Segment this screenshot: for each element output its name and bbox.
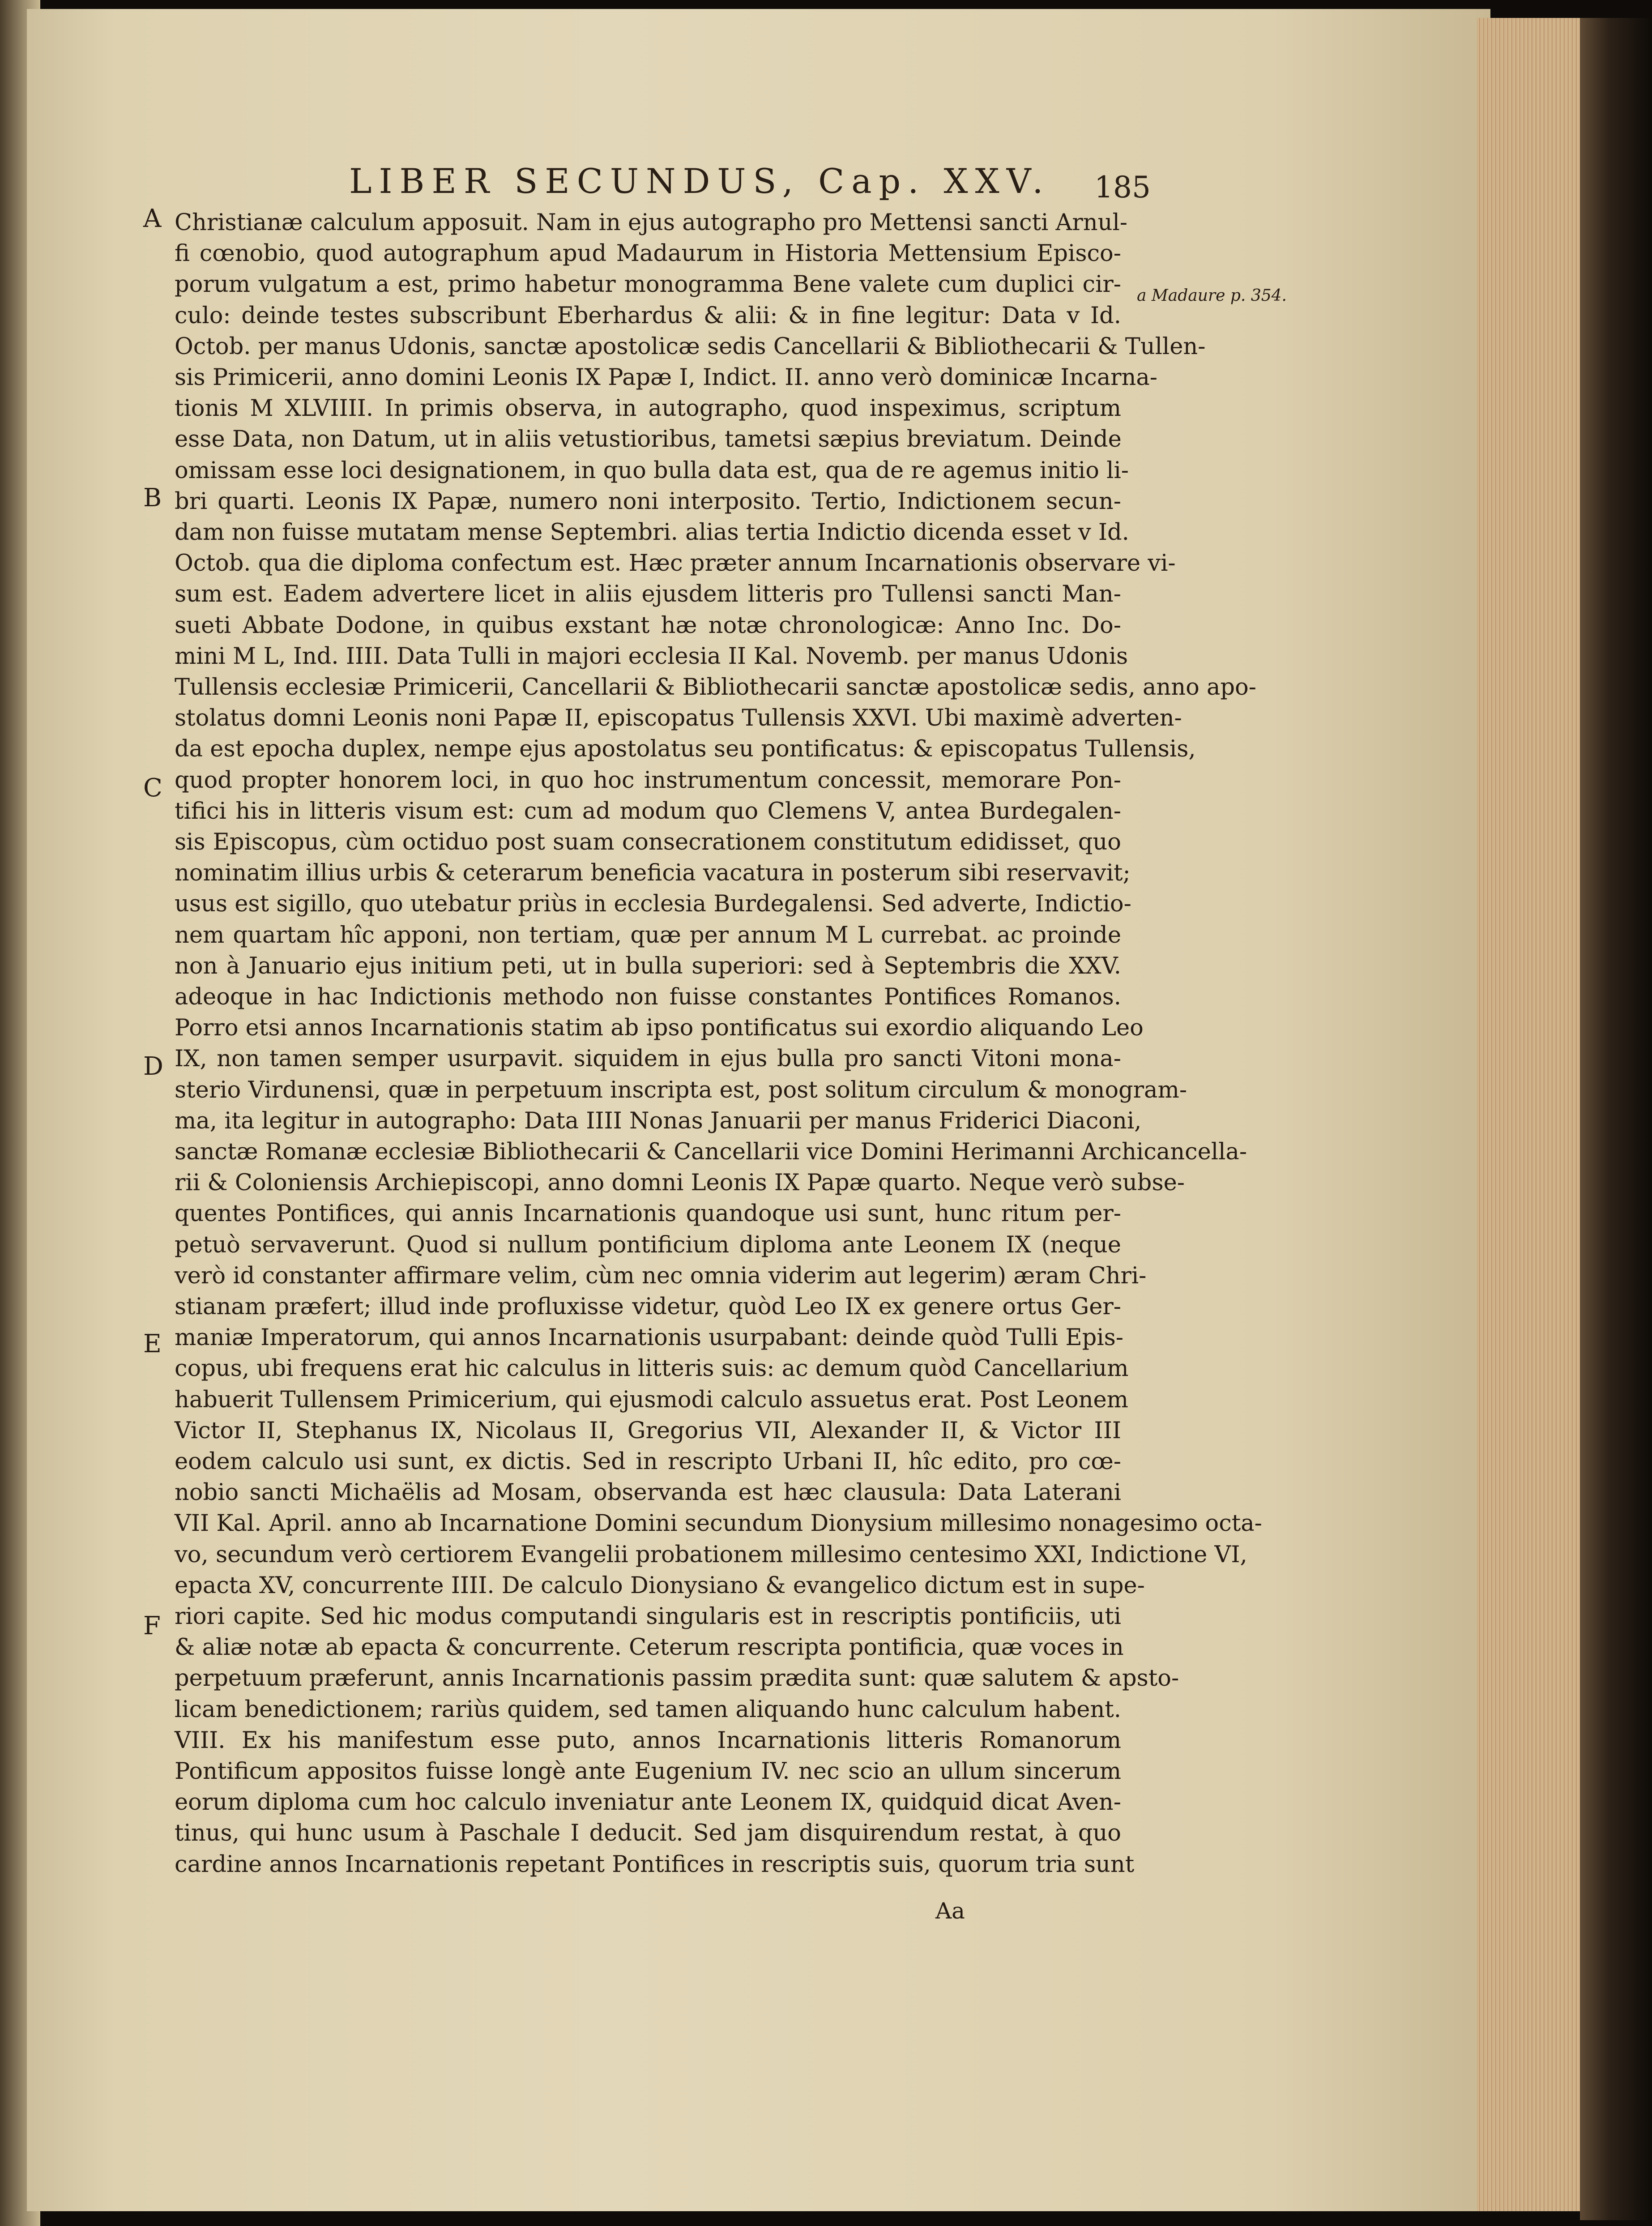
margin-letter-c: C <box>143 773 162 803</box>
text-line: maniæ Imperatorum, qui annos Incarnationis usurpabant: deinde quòd Tulli Epis- <box>175 1324 1124 1351</box>
text-line: nem quartam hîc apponi, non tertiam, quæ per annum M L currebat. ac proinde <box>175 922 1121 949</box>
text-line: Tullensis ecclesiæ Primicerii, Cancellarii & Bibliothecarii sanctæ apostolicæ sedis, anno apo- <box>175 674 1256 701</box>
margin-letter-e: E <box>143 1329 162 1359</box>
text-line: non à Januario ejus initium peti, ut in bulla superiori: sed à Septembris die XXV. <box>175 953 1121 979</box>
running-title: LIBER SECUNDUS, Cap. XXV. <box>349 161 1050 201</box>
text-line: esse Data, non Datum, ut in aliis vetustioribus, tametsi sæpius breviatum. Deinde <box>175 426 1122 453</box>
text-line: tionis M XLVIIII. In primis observa, in autographo, quod inspeximus, scriptum <box>175 395 1121 422</box>
text-line: epacta XV, concurrente IIII. De calculo Dionysiano & evangelico dictum est in supe- <box>175 1572 1145 1599</box>
folio-number: 185 <box>1094 170 1151 205</box>
signature-mark: Aa <box>935 1898 965 1924</box>
text-line: Victor II, Stephanus IX, Nicolaus II, Gregorius VII, Alexander II, & Victor III <box>175 1417 1121 1444</box>
text-line: petuò servaverunt. Quod si nullum pontificium diploma ante Leonem IX (neque <box>175 1231 1121 1258</box>
text-line: tifici his in litteris visum est: cum ad modum quo Clemens V, antea Burdegalen- <box>175 798 1121 825</box>
text-line: ma, ita legitur in autographo: Data IIII Nonas Januarii per manus Friderici Diaconi, <box>175 1107 1142 1134</box>
text-line: nominatim illius urbis & ceterarum beneficia vacatura in posterum sibi reservavit; <box>175 860 1131 887</box>
text-line: perpetuum præferunt, annis Incarnationis passim prædita sunt: quæ salutem & apsto- <box>175 1665 1179 1692</box>
text-line: riori capite. Sed hic modus computandi singularis est in rescriptis pontificiis, uti <box>175 1603 1121 1630</box>
text-line: eorum diploma cum hoc calculo inveniatur ante Leonem IX, quidquid dicat Aven- <box>175 1789 1121 1816</box>
text-line: Octob. per manus Udonis, sanctæ apostolicæ sedis Cancellarii & Bibliothecarii & Tullen- <box>175 333 1206 360</box>
text-line: dam non fuisse mutatam mense Septembri. alias tertia Indictio dicenda esset v Id. <box>175 519 1129 546</box>
page-fore-edge <box>1477 18 1593 2211</box>
text-line: sterio Virdunensi, quæ in perpetuum inscripta est, post solitum circulum & monogram- <box>175 1077 1187 1103</box>
text-line: quentes Pontifices, qui annis Incarnationis quandoque usi sunt, hunc ritum per- <box>175 1201 1121 1227</box>
text-line: omissam esse loci designationem, in quo bulla data est, qua de re agemus initio li- <box>175 457 1129 484</box>
text-line: da est epocha duplex, nempe ejus apostolatus seu pontificatus: & episcopatus Tullensis, <box>175 736 1196 763</box>
text-line: vo, secundum verò certiorem Evangelii probationem millesimo centesimo XXI, Indictione VI, <box>175 1541 1247 1568</box>
text-line: culo: deinde testes subscribunt Eberhardus & alii: & in fine legitur: Data v Id. <box>175 302 1121 329</box>
text-line: sueti Abbate Dodone, in quibus exstant hæ notæ chronologicæ: Anno Inc. Do- <box>175 612 1121 639</box>
text-line: stolatus domni Leonis noni Papæ II, episcopatus Tullensis XXVI. Ubi maximè adverten- <box>175 705 1182 732</box>
text-line: sis Episcopus, cùm octiduo post suam consecrationem constitutum edidisset, quo <box>175 829 1121 855</box>
text-line: licam benedictionem; rariùs quidem, sed tamen aliquando hunc calculum habent. <box>175 1696 1121 1723</box>
text-line: stianam præfert; illud inde profluxisse videtur, quòd Leo IX ex genere ortus Ger- <box>175 1294 1121 1320</box>
text-line: & aliæ notæ ab epacta & concurrente. Ceterum rescripta pontificia, quæ voces in <box>175 1634 1124 1661</box>
text-line: sis Primicerii, anno domini Leonis IX Papæ I, Indict. II. anno verò dominicæ Incarna- <box>175 364 1158 391</box>
text-line: sanctæ Romanæ ecclesiæ Bibliothecarii & Cancellarii vice Domini Herimanni Archicancella- <box>175 1139 1247 1165</box>
text-line: Octob. qua die diploma confectum est. Hæc præter annum Incarnationis observare vi- <box>175 550 1176 577</box>
text-line: bri quarti. Leonis IX Papæ, numero noni interposito. Tertio, Indictionem secun- <box>175 488 1121 515</box>
text-line: Pontificum appositos fuisse longè ante Eugenium IV. nec scio an ullum sincerum <box>175 1758 1121 1785</box>
text-line: quod propter honorem loci, in quo hoc instrumentum concessit, memorare Pon- <box>175 767 1121 794</box>
text-line: Christianæ calculum apposuit. Nam in ejus autographo pro Mettensi sancti Arnul- <box>175 209 1128 236</box>
text-line: adeoque in hac Indictionis methodo non fuisse constantes Pontifices Romanos. <box>175 984 1121 1010</box>
text-line: IX, non tamen semper usurpavit. siquidem in ejus bulla pro sancti Vitoni mona- <box>175 1046 1121 1072</box>
text-line: usus est sigillo, quo utebatur priùs in ecclesia Burdegalensi. Sed adverte, Indictio- <box>175 891 1131 918</box>
text-line: rii & Coloniensis Archiepiscopi, anno domni Leonis IX Papæ quarto. Neque verò subse- <box>175 1170 1185 1196</box>
text-line: copus, ubi frequens erat hic calculus in litteris suis: ac demum quòd Cancellarium <box>175 1355 1129 1382</box>
margin-letter-f: F <box>143 1611 161 1641</box>
margin-letter-a: A <box>143 204 162 233</box>
text-line: sum est. Eadem advertere licet in aliis ejusdem litteris pro Tullensi sancti Man- <box>175 581 1121 608</box>
text-line: mini M L, Ind. IIII. Data Tulli in majori ecclesia II Kal. Novemb. per manus Udonis <box>175 643 1128 670</box>
text-line: verò id constanter affirmare velim, cùm nec omnia viderim aut legerim) æram Chri- <box>175 1262 1147 1289</box>
text-line: tinus, qui hunc usum à Paschale I deducit. Sed jam disquirendum restat, à quo <box>175 1820 1121 1847</box>
text-line: eodem calculo usi sunt, ex dictis. Sed in rescripto Urbani II, hîc edito, pro cœ- <box>175 1448 1121 1475</box>
text-line: VII Kal. April. anno ab Incarnatione Domini secundum Dionysium millesimo nonagesimo octa- <box>175 1510 1262 1537</box>
margin-note: a Madaure p. 354. <box>1137 286 1287 305</box>
margin-letter-d: D <box>143 1052 163 1081</box>
text-line: porum vulgatum a est, primo habetur monogramma Bene valete cum duplici cir- <box>175 271 1121 298</box>
text-line: habuerit Tullensem Primicerium, qui ejusmodi calculo assuetus erat. Post Leonem <box>175 1386 1129 1413</box>
text-line: nobio sancti Michaëlis ad Mosam, observanda est hæc clausula: Data Laterani <box>175 1479 1121 1506</box>
text-line: cardine annos Incarnationis repetant Pontifices in rescriptis suis, quorum tria sunt <box>175 1851 1135 1878</box>
text-line: fi cœnobio, quod autographum apud Madaurum in Historia Mettensium Episco- <box>175 240 1121 267</box>
text-line: VIII. Ex his manifestum esse puto, annos Incarnationis litteris Romanorum <box>175 1727 1121 1754</box>
fore-edge-shadow <box>1580 18 1652 2220</box>
text-line: Porro etsi annos Incarnationis statim ab ipso pontificatus sui exordio aliquando Leo <box>175 1015 1144 1042</box>
margin-letter-b: B <box>143 483 162 513</box>
